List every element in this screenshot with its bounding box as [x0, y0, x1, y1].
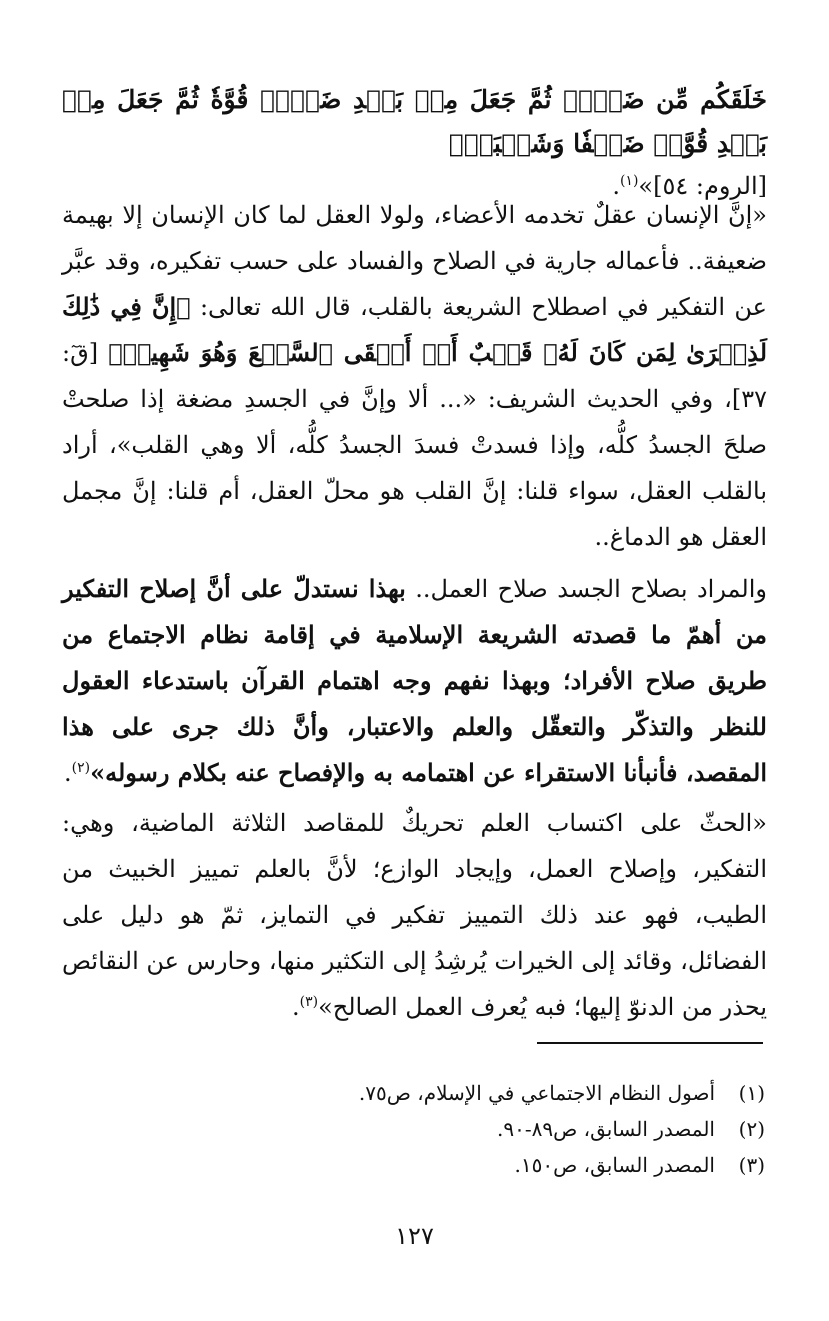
paragraph-2-text-plain: والمراد بصلاح الجسد صلاح العمل..	[405, 575, 767, 603]
footnote-text: أصول النظام الاجتماعي في الإسلام، ص٧٥.	[358, 1081, 715, 1105]
footnote-number: (٢)	[738, 1117, 765, 1141]
paragraph-3-text: «الحثّ على اكتساب العلم تحريكٌ للمقاصد الثلاثة الماضية، وهي: التفكير، وإصلاح العمل، وإيجاد الوازع؛ لأنَّ بالعلم تمييز الخبيث من الطيب، فهو عند ذلك التمييز تفكير في التمايز، ثمّ هو دليل على الفضائل، وقائد إلى الخيرات يُرشِدُ إلى التكثير منها، وحارس عن النقائص يحذر من الدنوّ إليها؛ فبه يُعرف العمل الصالح»	[62, 809, 767, 1021]
paragraph-1	[62, 192, 767, 560]
paragraph-1-text-a: «إنَّ الإنسان عقلٌ تخدمه الأعضاء، ولولا العقل لما كان الإنسان إلا بهيمة ضعيفة.. فأعماله جارية في الصلاح والفساد على حسب تفكيره، وقد عبَّر عن التفكير في اصطلاح الشريعة بالقلب، قال الله تعالى:	[62, 201, 768, 321]
footnote-number: (١)	[738, 1081, 765, 1105]
footnote-text: المصدر السابق، ص٨٩-٩٠.	[497, 1117, 715, 1141]
page-number: ١٢٧	[395, 1222, 434, 1250]
footnote-marker-3: (٣)	[299, 994, 319, 1010]
paragraph-1-verse: ﴿إِنَّ فِي ذَٰلِكَ لَذِكۡرَىٰ لِمَن كَانَ لَهُۥ قَلۡبٌ أَوۡ أَلۡقَى ٱلسَّمۡعَ وَهُوَ شَهِيدٞ﴾	[62, 292, 768, 367]
footnote-separator	[537, 1042, 763, 1044]
paragraph-2	[62, 566, 767, 796]
footnote-marker-2: (٢)	[71, 760, 91, 776]
quran-block	[62, 78, 767, 206]
footnote-2	[265, 1111, 765, 1147]
paragraph-1-text-b: [قٓ: ٣٧]، وفي الحديث الشريف: «... ألا وإنَّ في الجسدِ مضغة إذا صلحتْ صلحَ الجسدُ كلُّه، وإذا فسدتْ فسدَ الجسدُ كلُّه، ألا وهي القلب»، أراد بالقلب العقل، سواء قلنا: إنَّ القلب هو محلّ العقل، أم قلنا: إنَّ مجمل العقل هو الدماغ..	[62, 339, 767, 551]
paragraph-3-trailing: .	[291, 993, 300, 1021]
footnote-3	[265, 1147, 765, 1183]
quran-reference-text: [الروم: ٥٤]»	[638, 172, 767, 200]
quran-verse: خَلَقَكُم مِّن ضَعۡفٖ ثُمَّ جَعَلَ مِنۢ بَعۡدِ ضَعۡفٖ قُوَّةٗ ثُمَّ جَعَلَ مِنۢ بَعۡدِ قُوَّةٖ ضَعۡفٗا وَشَيۡبَةٗۚ	[62, 85, 767, 158]
paragraph-3	[62, 800, 767, 1030]
footnotes	[265, 1075, 765, 1183]
footnote-number: (٣)	[738, 1153, 765, 1177]
footnote-text: المصدر السابق، ص١٥٠.	[514, 1153, 715, 1177]
quran-trailing: .	[612, 172, 620, 200]
paragraph-2-text-bold: بهذا نستدلّ على أنَّ إصلاح التفكير من أهمّ ما قصدته الشريعة الإسلامية في إقامة نظام الاجتماع من طريق صلاح الأفراد؛ وبهذا نفهم وجه اهتمام القرآن باستدعاء العقول للنظر والتذكّر والتعقّل والعلم والاعتبار، وأنَّ ذلك جرى على هذا المقصد، فأنبأنا الاستقراء عن اهتمامه به والإفصاح عنه بكلام رسوله»	[62, 574, 767, 787]
footnote-marker-1: (١)	[619, 173, 639, 189]
footnote-1	[265, 1075, 765, 1111]
paragraph-2-trailing: .	[64, 759, 72, 787]
